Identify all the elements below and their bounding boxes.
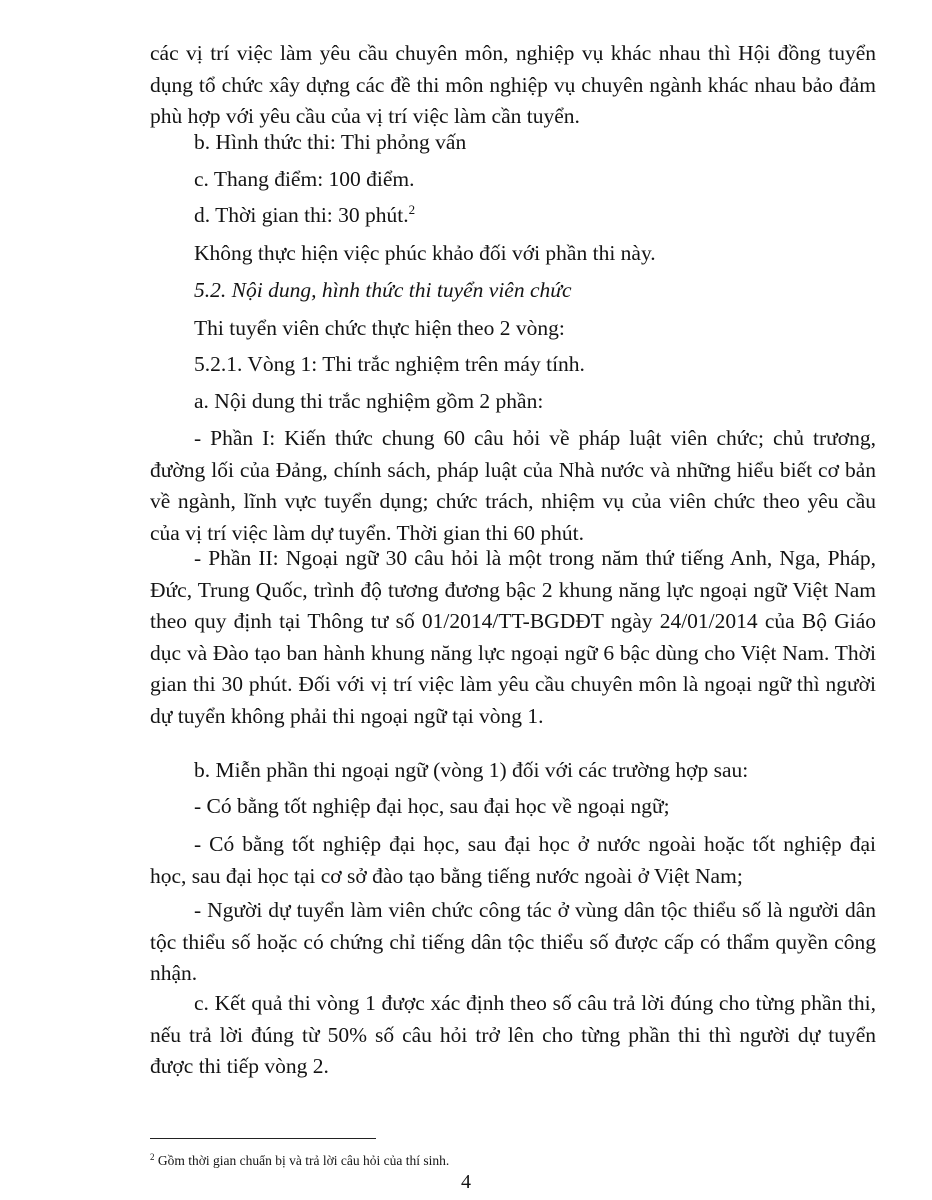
paragraph-part-1: - Phần I: Kiến thức chung 60 câu hỏi về pháp luật viên chức; chủ trương, đường lối của Đảng, chính sách, pháp luật của Nhà nước và những hiểu biết cơ bản về ngành, lĩnh vực tuyển dụng; chức trách, nhiệm vụ của viên chức theo yêu cầu của vị trí việc làm dự tuyển. Thời gian thi 60 phút. [150, 426, 876, 545]
paragraph-exemption-degree: - Có bằng tốt nghiệp đại học, sau đại học về ngoại ngữ; [194, 794, 670, 818]
paragraph-continuation: các vị trí việc làm yêu cầu chuyên môn, nghiệp vụ khác nhau thì Hội đồng tuyển dụng tổ chức xây dựng các đề thi môn nghiệp vụ chuyên ngành khác nhau bảo đảm phù hợp với yêu cầu của vị trí việc làm cần tuyển. [150, 41, 876, 128]
footnote-text: Gồm thời gian chuẩn bị và trả lời câu hỏi của thí sinh. [157, 1153, 450, 1168]
paragraph-language-exemption: b. Miễn phần thi ngoại ngữ (vòng 1) đối với các trường hợp sau: [194, 758, 749, 782]
paragraph-exemption-abroad: - Có bằng tốt nghiệp đại học, sau đại học ở nước ngoài hoặc tốt nghiệp đại học, sau đại học tại cơ sở đào tạo bằng tiếng nước ngoài ở Việt Nam; [150, 832, 876, 888]
paragraph-round-1: 5.2.1. Vòng 1: Thi trắc nghiệm trên máy tính. [194, 352, 585, 376]
paragraph-exam-time [150, 200, 876, 232]
paragraph-round-1-result: c. Kết quả thi vòng 1 được xác định theo số câu trả lời đúng cho từng phần thi, nếu trả lời đúng từ 50% số câu hỏi trở lên cho từng phần thi thì người dự tuyển được thi tiếp vòng 2. [150, 991, 876, 1078]
paragraph-exam-format: b. Hình thức thi: Thi phỏng vấn [194, 130, 467, 154]
footnote-number: 2 [150, 1152, 155, 1162]
paragraph-test-content: a. Nội dung thi trắc nghiệm gồm 2 phần: [194, 389, 544, 413]
footnote-divider [150, 1138, 376, 1139]
paragraph-no-review: Không thực hiện việc phúc khảo đối với phần thi này. [194, 241, 656, 265]
paragraph-two-rounds: Thi tuyển viên chức thực hiện theo 2 vòng: [194, 316, 565, 340]
page-number: 4 [461, 1171, 471, 1193]
section-heading-5-2: 5.2. Nội dung, hình thức thi tuyển viên chức [194, 278, 572, 302]
paragraph-exemption-ethnic: - Người dự tuyển làm viên chức công tác ở vùng dân tộc thiểu số là người dân tộc thiểu số hoặc có chứng chỉ tiếng dân tộc thiểu số được cấp có thẩm quyền công nhận. [150, 898, 876, 985]
footnote [150, 1152, 750, 1170]
paragraph-score-scale: c. Thang điểm: 100 điểm. [194, 167, 415, 191]
exam-time-text: d. Thời gian thi: 30 phút. [194, 203, 409, 227]
paragraph-part-2: - Phần II: Ngoại ngữ 30 câu hỏi là một trong năm thứ tiếng Anh, Nga, Pháp, Đức, Trung Quốc, trình độ tương đương bậc 2 khung năng lực ngoại ngữ Việt Nam theo quy định tại Thông tư số 01/2014/TT-BGDĐT ngày 24/01/2014 của Bộ Giáo dục và Đào tạo ban hành khung năng lực ngoại ngữ 6 bậc dùng cho Việt Nam. Thời gian thi 30 phút. Đối với vị trí việc làm yêu cầu chuyên môn là ngoại ngữ thì người dự tuyển không phải thi ngoại ngữ tại vòng 1. [150, 546, 876, 728]
footnote-reference: 2 [408, 202, 416, 217]
